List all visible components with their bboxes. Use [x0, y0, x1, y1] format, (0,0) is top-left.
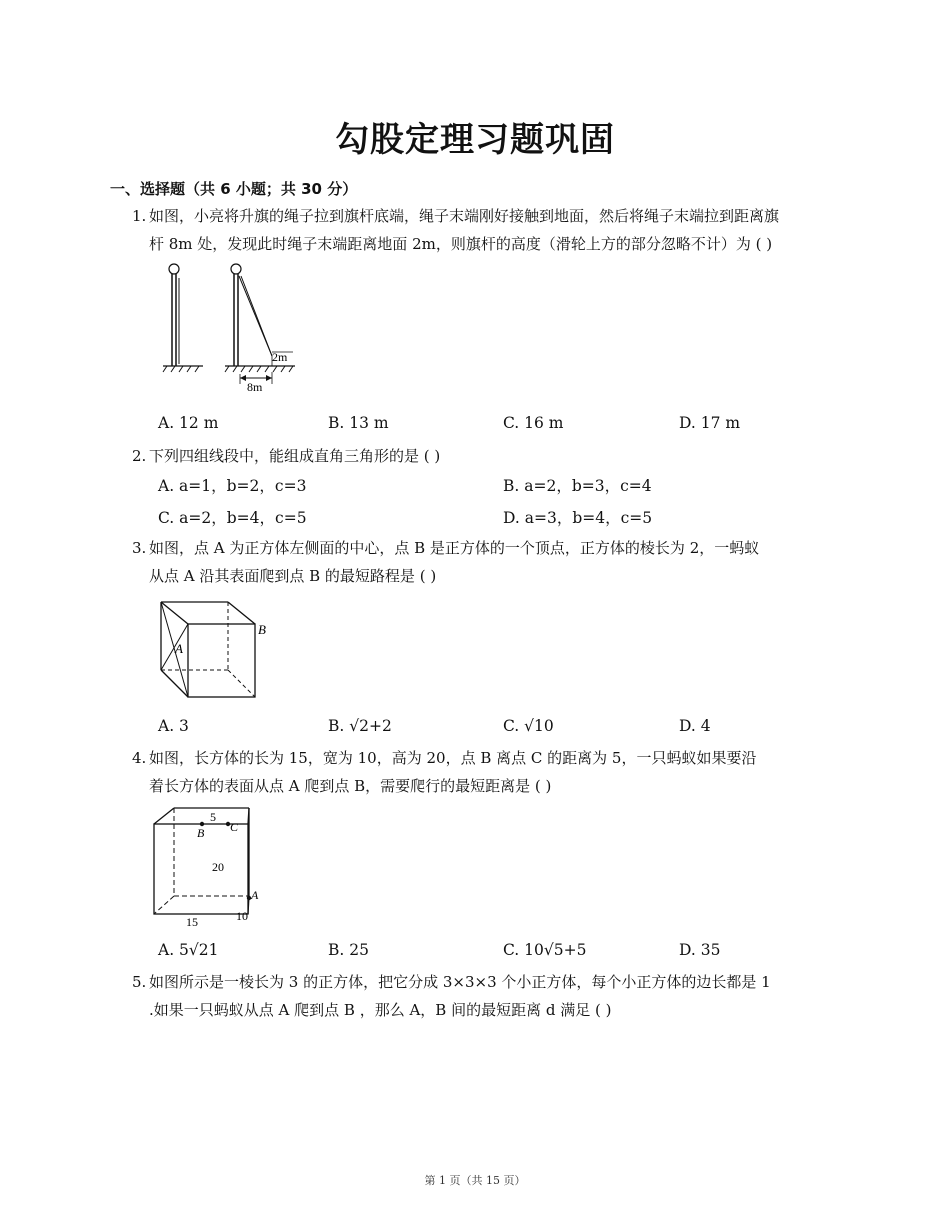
q3-option-a[interactable]: A. 3: [158, 717, 189, 735]
label-10: 10: [236, 909, 248, 923]
q3-option-d[interactable]: D. 4: [679, 717, 711, 735]
q1-option-c[interactable]: C. 16 m: [503, 414, 564, 432]
question-text-continued: 杆 8m 处，发现此时绳子末端距离地面 2m，则旗杆的高度（滑轮上方的部分忽略不计）为 ( ): [149, 235, 773, 253]
label-b: B: [197, 826, 205, 840]
question-4: [132, 744, 842, 800]
question-3: [132, 534, 842, 590]
section-heading: 一、选择题（共 6 小题；共 30 分）: [110, 180, 358, 198]
q2-option-b[interactable]: B. a=2，b=3，c=4: [503, 477, 652, 495]
question-1: [132, 202, 842, 258]
label-b: B: [258, 622, 266, 637]
q3-option-b[interactable]: B. √2+2: [328, 717, 392, 735]
question-2: [132, 442, 842, 470]
q2-option-c[interactable]: C. a=2，b=4，c=5: [158, 509, 307, 527]
question-number: 3.: [132, 539, 147, 557]
cuboid-figure: [148, 804, 268, 932]
question-text: 如图，小亮将升旗的绳子拉到旗杆底端，绳子末端刚好接触到地面，然后将绳子末端拉到距离旗: [149, 207, 780, 225]
q3-option-c[interactable]: C. √10: [503, 717, 554, 735]
question-number: 2.: [132, 447, 147, 465]
question-text-continued: 着长方体的表面从点 A 爬到点 B，需要爬行的最短距离是 ( ): [149, 777, 552, 795]
question-text: 如图所示是一棱长为 3 的正方体，把它分成 3×3×3 个小正方体，每个小正方体的边长都是 1: [149, 973, 771, 991]
q4-option-c[interactable]: C. 10√5+5: [503, 941, 587, 959]
label-20: 20: [212, 860, 224, 874]
q2-option-a[interactable]: A. a=1，b=2，c=3: [158, 477, 307, 495]
cube-figure: [155, 598, 275, 702]
label-8m: 8m: [247, 380, 263, 394]
q1-option-a[interactable]: A. 12 m: [158, 414, 219, 432]
label-5: 5: [210, 810, 216, 824]
q1-option-b[interactable]: B. 13 m: [328, 414, 389, 432]
question-text: 下列四组线段中，能组成直角三角形的是 ( ): [149, 447, 441, 465]
q4-option-b[interactable]: B. 25: [328, 941, 369, 959]
question-text-continued: 从点 A 沿其表面爬到点 B 的最短路程是 ( ): [149, 567, 437, 585]
label-c: C: [230, 820, 239, 834]
label-15: 15: [186, 915, 198, 929]
question-text: 如图，长方体的长为 15，宽为 10，高为 20，点 B 离点 C 的距离为 5，一只蚂蚁如果要沿: [149, 749, 757, 767]
label-a: A: [175, 641, 183, 656]
page-title: 勾股定理习题巩固: [335, 120, 615, 160]
question-text-continued: .如果一只蚂蚁从点 A 爬到点 B ，那么 A，B 间的最短距离 d 满足 ( ): [149, 1001, 612, 1019]
flagpole-figure: [155, 260, 305, 395]
question-5: [132, 968, 842, 1024]
label-2m: 2m: [272, 350, 288, 364]
page-footer: 第 1 页（共 15 页）: [424, 1174, 526, 1187]
question-text: 如图，点 A 为正方体左侧面的中心，点 B 是正方体的一个顶点，正方体的棱长为 2，一蚂蚁: [149, 539, 760, 557]
q1-option-d[interactable]: D. 17 m: [679, 414, 741, 432]
question-number: 5.: [132, 973, 147, 991]
question-number: 1.: [132, 207, 147, 225]
q4-option-d[interactable]: D. 35: [679, 941, 721, 959]
label-a: A: [251, 888, 259, 902]
question-number: 4.: [132, 749, 147, 767]
q2-option-d[interactable]: D. a=3，b=4，c=5: [503, 509, 653, 527]
q4-option-a[interactable]: A. 5√21: [158, 941, 219, 959]
